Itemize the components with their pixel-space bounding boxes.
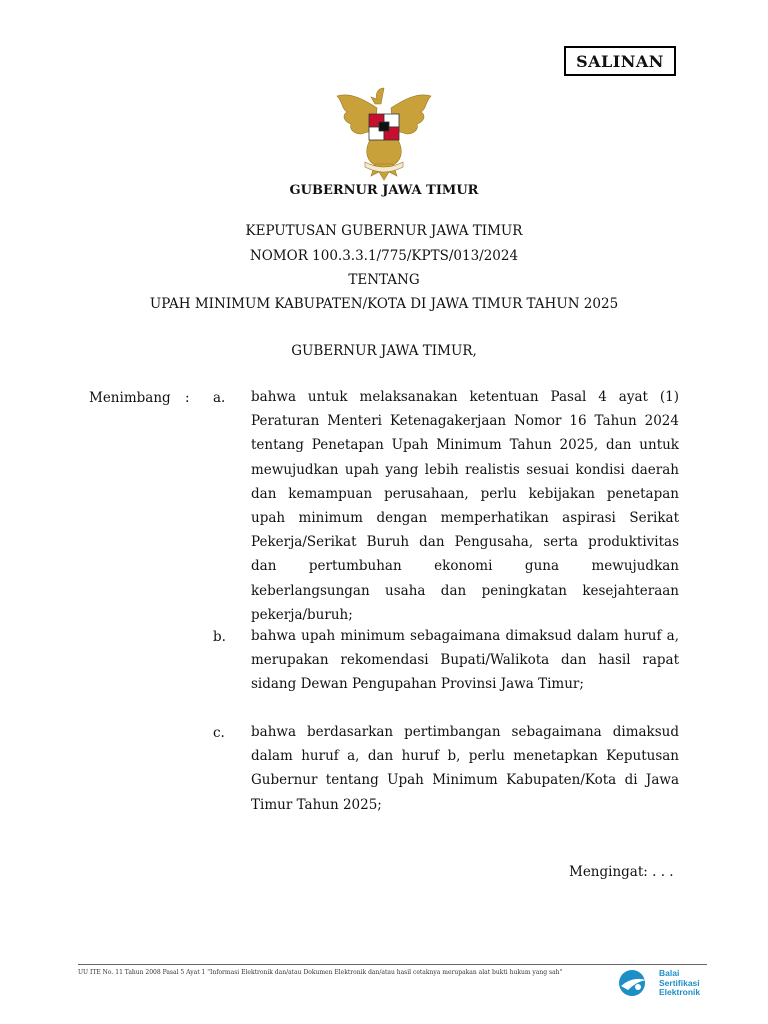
bsre-line-3: Elektronik xyxy=(659,987,701,997)
item-text-c: bahwa berdasarkan pertimbangan sebagaimana dimaksud dalam huruf a, dan huruf b, perlu menetapkan Keputusan Gubernur tentang Upah Minimum Kabupaten/Kota di Jawa Timur Tahun 2025; xyxy=(251,724,679,813)
bsre-line-1: Balai xyxy=(659,968,680,978)
salinan-stamp: SALINAN xyxy=(564,46,676,76)
item-letter-c: c. xyxy=(213,725,225,741)
decree-about: TENTANG xyxy=(348,272,420,288)
footer-divider xyxy=(78,964,707,965)
office-title: GUBERNUR JAWA TIMUR xyxy=(289,183,479,198)
decree-subject: UPAH MINIMUM KABUPATEN/KOTA DI JAWA TIMUR TAHUN 2025 xyxy=(149,296,619,312)
bsre-logo-text xyxy=(659,969,700,998)
decree-number: NOMOR 100.3.3.1/775/KPTS/013/2024 xyxy=(249,248,519,264)
item-letter-a: a. xyxy=(213,390,226,406)
garuda-emblem xyxy=(331,82,437,182)
item-letter-b: b. xyxy=(213,629,226,645)
item-text-b: bahwa upah minimum sebagaimana dimaksud dalam huruf a, merupakan rekomendasi Bupati/Walikota dan hasil rapat sidang Dewan Pengupahan Provinsi Jawa Timur; xyxy=(251,628,679,693)
considering-colon: : xyxy=(185,390,190,406)
decree-title: KEPUTUSAN GUBERNUR JAWA TIMUR xyxy=(245,223,523,239)
considering-label: Menimbang xyxy=(89,390,171,406)
footer-legal-note: UU ITE No. 11 Tahun 2008 Pasal 5 Ayat 1 "Informasi Elektronik dan/atau Dokumen Elektronik dan/atau hasil cetaknya merupakan alat bukti hukum yang sah" xyxy=(78,969,563,976)
next-page-indicator: Mengingat: . . . xyxy=(569,864,674,880)
issuer-line: GUBERNUR JAWA TIMUR, xyxy=(291,343,477,359)
bsre-logo-icon xyxy=(616,968,656,998)
item-text-a: bahwa untuk melaksanakan ketentuan Pasal 4 ayat (1) Peraturan Menteri Ketenagakerjaan Nomor 16 Tahun 2024 tentang Penetapan Upah Minimum Tahun 2025, dan untuk mewujudkan upah yang lebih realistis sesuai kondisi daerah dan kemampuan perusahaan, perlu kebijakan penetapan upah minimum dengan memperhatikan aspirasi Serikat Pekerja/Serikat Buruh dan Pengusaha, serta produktivitas dan pertumbuhan ekonomi guna mewujudkan keberlangsungan usaha dan peningkatan kesejahteraan pekerja/buruh; xyxy=(251,389,679,623)
bsre-line-2: Sertifikasi xyxy=(659,977,700,988)
